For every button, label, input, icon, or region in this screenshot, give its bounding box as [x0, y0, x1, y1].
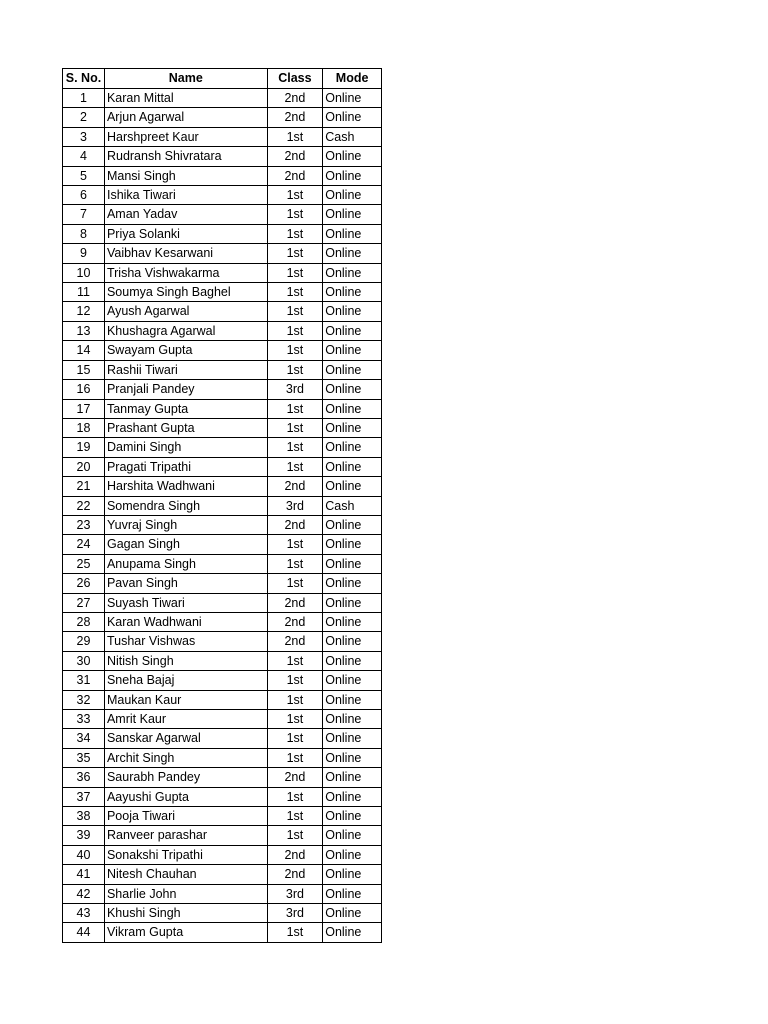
cell-class: 2nd — [267, 768, 323, 787]
cell-class: 1st — [267, 302, 323, 321]
cell-name: Sonakshi Tripathi — [104, 845, 267, 864]
cell-sno: 21 — [63, 477, 105, 496]
cell-sno: 1 — [63, 89, 105, 108]
cell-mode: Online — [323, 418, 382, 437]
cell-name: Suyash Tiwari — [104, 593, 267, 612]
table-row — [63, 845, 382, 864]
cell-name: Archit Singh — [104, 748, 267, 767]
cell-class: 3rd — [267, 884, 323, 903]
cell-class: 1st — [267, 710, 323, 729]
cell-name: Pragati Tripathi — [104, 457, 267, 476]
cell-sno: 22 — [63, 496, 105, 515]
cell-name: Aman Yadav — [104, 205, 267, 224]
cell-name: Rashii Tiwari — [104, 360, 267, 379]
table-row — [63, 283, 382, 302]
cell-mode: Online — [323, 768, 382, 787]
table-row — [63, 865, 382, 884]
cell-class: 1st — [267, 748, 323, 767]
table-row — [63, 554, 382, 573]
cell-class: 1st — [267, 729, 323, 748]
cell-sno: 27 — [63, 593, 105, 612]
cell-sno: 44 — [63, 923, 105, 942]
cell-mode: Online — [323, 787, 382, 806]
cell-name: Sanskar Agarwal — [104, 729, 267, 748]
cell-name: Amrit Kaur — [104, 710, 267, 729]
cell-sno: 41 — [63, 865, 105, 884]
table-body — [63, 89, 382, 943]
cell-mode: Online — [323, 360, 382, 379]
cell-class: 1st — [267, 341, 323, 360]
table-row — [63, 380, 382, 399]
cell-mode: Online — [323, 904, 382, 923]
cell-mode: Cash — [323, 127, 382, 146]
cell-class: 1st — [267, 787, 323, 806]
header-name: Name — [104, 69, 267, 89]
cell-name: Khushi Singh — [104, 904, 267, 923]
table-row — [63, 302, 382, 321]
cell-class: 1st — [267, 283, 323, 302]
cell-mode: Online — [323, 244, 382, 263]
cell-sno: 11 — [63, 283, 105, 302]
cell-sno: 37 — [63, 787, 105, 806]
table-row — [63, 923, 382, 942]
table-row — [63, 768, 382, 787]
cell-class: 1st — [267, 244, 323, 263]
cell-mode: Online — [323, 380, 382, 399]
cell-sno: 34 — [63, 729, 105, 748]
cell-sno: 8 — [63, 224, 105, 243]
table-row — [63, 108, 382, 127]
cell-mode: Online — [323, 807, 382, 826]
table-row — [63, 651, 382, 670]
table-row — [63, 418, 382, 437]
cell-mode: Online — [323, 283, 382, 302]
cell-mode: Online — [323, 224, 382, 243]
cell-mode: Online — [323, 651, 382, 670]
cell-sno: 2 — [63, 108, 105, 127]
cell-name: Ranveer parashar — [104, 826, 267, 845]
cell-mode: Online — [323, 923, 382, 942]
cell-sno: 19 — [63, 438, 105, 457]
cell-class: 3rd — [267, 904, 323, 923]
table-row — [63, 438, 382, 457]
cell-sno: 26 — [63, 574, 105, 593]
cell-sno: 5 — [63, 166, 105, 185]
table-row — [63, 826, 382, 845]
cell-sno: 7 — [63, 205, 105, 224]
cell-sno: 9 — [63, 244, 105, 263]
cell-sno: 23 — [63, 515, 105, 534]
table-row — [63, 710, 382, 729]
header-sno: S. No. — [63, 69, 105, 89]
cell-mode: Online — [323, 108, 382, 127]
cell-mode: Online — [323, 710, 382, 729]
table-row — [63, 477, 382, 496]
cell-name: Aayushi Gupta — [104, 787, 267, 806]
cell-class: 1st — [267, 690, 323, 709]
header-row — [63, 69, 382, 89]
table-row — [63, 496, 382, 515]
cell-sno: 20 — [63, 457, 105, 476]
cell-name: Damini Singh — [104, 438, 267, 457]
cell-sno: 16 — [63, 380, 105, 399]
cell-class: 2nd — [267, 612, 323, 631]
cell-sno: 14 — [63, 341, 105, 360]
cell-mode: Online — [323, 612, 382, 631]
cell-class: 1st — [267, 321, 323, 340]
cell-name: Sneha Bajaj — [104, 671, 267, 690]
cell-mode: Online — [323, 477, 382, 496]
table-row — [63, 729, 382, 748]
header-class: Class — [267, 69, 323, 89]
cell-class: 2nd — [267, 477, 323, 496]
cell-class: 1st — [267, 457, 323, 476]
cell-mode: Cash — [323, 496, 382, 515]
cell-mode: Online — [323, 865, 382, 884]
cell-name: Rudransh Shivratara — [104, 147, 267, 166]
cell-mode: Online — [323, 186, 382, 205]
cell-sno: 35 — [63, 748, 105, 767]
cell-mode: Online — [323, 671, 382, 690]
cell-class: 1st — [267, 418, 323, 437]
cell-sno: 29 — [63, 632, 105, 651]
cell-mode: Online — [323, 884, 382, 903]
cell-class: 2nd — [267, 593, 323, 612]
cell-sno: 3 — [63, 127, 105, 146]
cell-name: Ishika Tiwari — [104, 186, 267, 205]
cell-sno: 42 — [63, 884, 105, 903]
cell-name: Khushagra Agarwal — [104, 321, 267, 340]
cell-sno: 32 — [63, 690, 105, 709]
cell-sno: 40 — [63, 845, 105, 864]
cell-class: 2nd — [267, 515, 323, 534]
cell-mode: Online — [323, 89, 382, 108]
cell-mode: Online — [323, 166, 382, 185]
cell-class: 1st — [267, 399, 323, 418]
cell-mode: Online — [323, 438, 382, 457]
student-table — [62, 68, 382, 943]
table-row — [63, 807, 382, 826]
table-row — [63, 321, 382, 340]
cell-name: Harshpreet Kaur — [104, 127, 267, 146]
cell-class: 3rd — [267, 380, 323, 399]
cell-class: 1st — [267, 360, 323, 379]
cell-name: Tushar Vishwas — [104, 632, 267, 651]
cell-mode: Online — [323, 263, 382, 282]
table-row — [63, 632, 382, 651]
cell-mode: Online — [323, 554, 382, 573]
cell-class: 1st — [267, 671, 323, 690]
cell-class: 2nd — [267, 108, 323, 127]
cell-name: Saurabh Pandey — [104, 768, 267, 787]
cell-class: 2nd — [267, 845, 323, 864]
table-row — [63, 166, 382, 185]
cell-name: Harshita Wadhwani — [104, 477, 267, 496]
cell-sno: 18 — [63, 418, 105, 437]
table-row — [63, 884, 382, 903]
cell-name: Nitish Singh — [104, 651, 267, 670]
table-row — [63, 224, 382, 243]
cell-mode: Online — [323, 457, 382, 476]
cell-sno: 6 — [63, 186, 105, 205]
cell-name: Soumya Singh Baghel — [104, 283, 267, 302]
table-row — [63, 244, 382, 263]
cell-sno: 13 — [63, 321, 105, 340]
cell-sno: 43 — [63, 904, 105, 923]
cell-mode: Online — [323, 321, 382, 340]
cell-name: Nitesh Chauhan — [104, 865, 267, 884]
cell-mode: Online — [323, 845, 382, 864]
cell-name: Pranjali Pandey — [104, 380, 267, 399]
cell-mode: Online — [323, 341, 382, 360]
cell-name: Trisha Vishwakarma — [104, 263, 267, 282]
cell-name: Karan Mittal — [104, 89, 267, 108]
cell-mode: Online — [323, 748, 382, 767]
cell-name: Sharlie John — [104, 884, 267, 903]
cell-mode: Online — [323, 515, 382, 534]
table-row — [63, 360, 382, 379]
table-row — [63, 671, 382, 690]
table-row — [63, 186, 382, 205]
cell-sno: 39 — [63, 826, 105, 845]
cell-name: Somendra Singh — [104, 496, 267, 515]
table-row — [63, 89, 382, 108]
cell-name: Vikram Gupta — [104, 923, 267, 942]
cell-mode: Online — [323, 593, 382, 612]
cell-name: Karan Wadhwani — [104, 612, 267, 631]
table-row — [63, 263, 382, 282]
cell-mode: Online — [323, 535, 382, 554]
cell-mode: Online — [323, 302, 382, 321]
table-row — [63, 205, 382, 224]
cell-sno: 25 — [63, 554, 105, 573]
table-row — [63, 399, 382, 418]
cell-name: Priya Solanki — [104, 224, 267, 243]
cell-sno: 30 — [63, 651, 105, 670]
cell-sno: 24 — [63, 535, 105, 554]
table-row — [63, 535, 382, 554]
cell-name: Tanmay Gupta — [104, 399, 267, 418]
cell-mode: Online — [323, 632, 382, 651]
cell-class: 1st — [267, 807, 323, 826]
cell-class: 1st — [267, 127, 323, 146]
cell-class: 1st — [267, 205, 323, 224]
cell-class: 2nd — [267, 89, 323, 108]
cell-name: Pooja Tiwari — [104, 807, 267, 826]
cell-class: 1st — [267, 263, 323, 282]
table-row — [63, 127, 382, 146]
cell-mode: Online — [323, 147, 382, 166]
cell-class: 2nd — [267, 147, 323, 166]
cell-sno: 28 — [63, 612, 105, 631]
cell-sno: 31 — [63, 671, 105, 690]
cell-class: 2nd — [267, 865, 323, 884]
cell-class: 1st — [267, 574, 323, 593]
table-row — [63, 147, 382, 166]
cell-name: Vaibhav Kesarwani — [104, 244, 267, 263]
cell-mode: Online — [323, 399, 382, 418]
cell-name: Prashant Gupta — [104, 418, 267, 437]
cell-sno: 15 — [63, 360, 105, 379]
cell-sno: 38 — [63, 807, 105, 826]
cell-class: 1st — [267, 651, 323, 670]
cell-sno: 17 — [63, 399, 105, 418]
cell-mode: Online — [323, 729, 382, 748]
cell-name: Swayam Gupta — [104, 341, 267, 360]
cell-class: 2nd — [267, 632, 323, 651]
table-row — [63, 787, 382, 806]
table-row — [63, 341, 382, 360]
table-row — [63, 612, 382, 631]
cell-mode: Online — [323, 205, 382, 224]
table-row — [63, 904, 382, 923]
cell-sno: 33 — [63, 710, 105, 729]
table-row — [63, 574, 382, 593]
header-mode: Mode — [323, 69, 382, 89]
cell-class: 1st — [267, 554, 323, 573]
cell-name: Anupama Singh — [104, 554, 267, 573]
cell-mode: Online — [323, 574, 382, 593]
cell-class: 1st — [267, 438, 323, 457]
cell-name: Gagan Singh — [104, 535, 267, 554]
cell-class: 1st — [267, 923, 323, 942]
cell-name: Pavan Singh — [104, 574, 267, 593]
table-row — [63, 690, 382, 709]
cell-sno: 4 — [63, 147, 105, 166]
cell-class: 2nd — [267, 166, 323, 185]
cell-name: Yuvraj Singh — [104, 515, 267, 534]
cell-name: Ayush Agarwal — [104, 302, 267, 321]
cell-class: 1st — [267, 826, 323, 845]
cell-sno: 36 — [63, 768, 105, 787]
table-row — [63, 457, 382, 476]
cell-class: 1st — [267, 186, 323, 205]
cell-name: Mansi Singh — [104, 166, 267, 185]
table-row — [63, 515, 382, 534]
cell-mode: Online — [323, 826, 382, 845]
cell-class: 3rd — [267, 496, 323, 515]
table-row — [63, 593, 382, 612]
cell-name: Arjun Agarwal — [104, 108, 267, 127]
cell-sno: 12 — [63, 302, 105, 321]
cell-sno: 10 — [63, 263, 105, 282]
cell-name: Maukan Kaur — [104, 690, 267, 709]
table-row — [63, 748, 382, 767]
cell-class: 1st — [267, 535, 323, 554]
cell-class: 1st — [267, 224, 323, 243]
cell-mode: Online — [323, 690, 382, 709]
